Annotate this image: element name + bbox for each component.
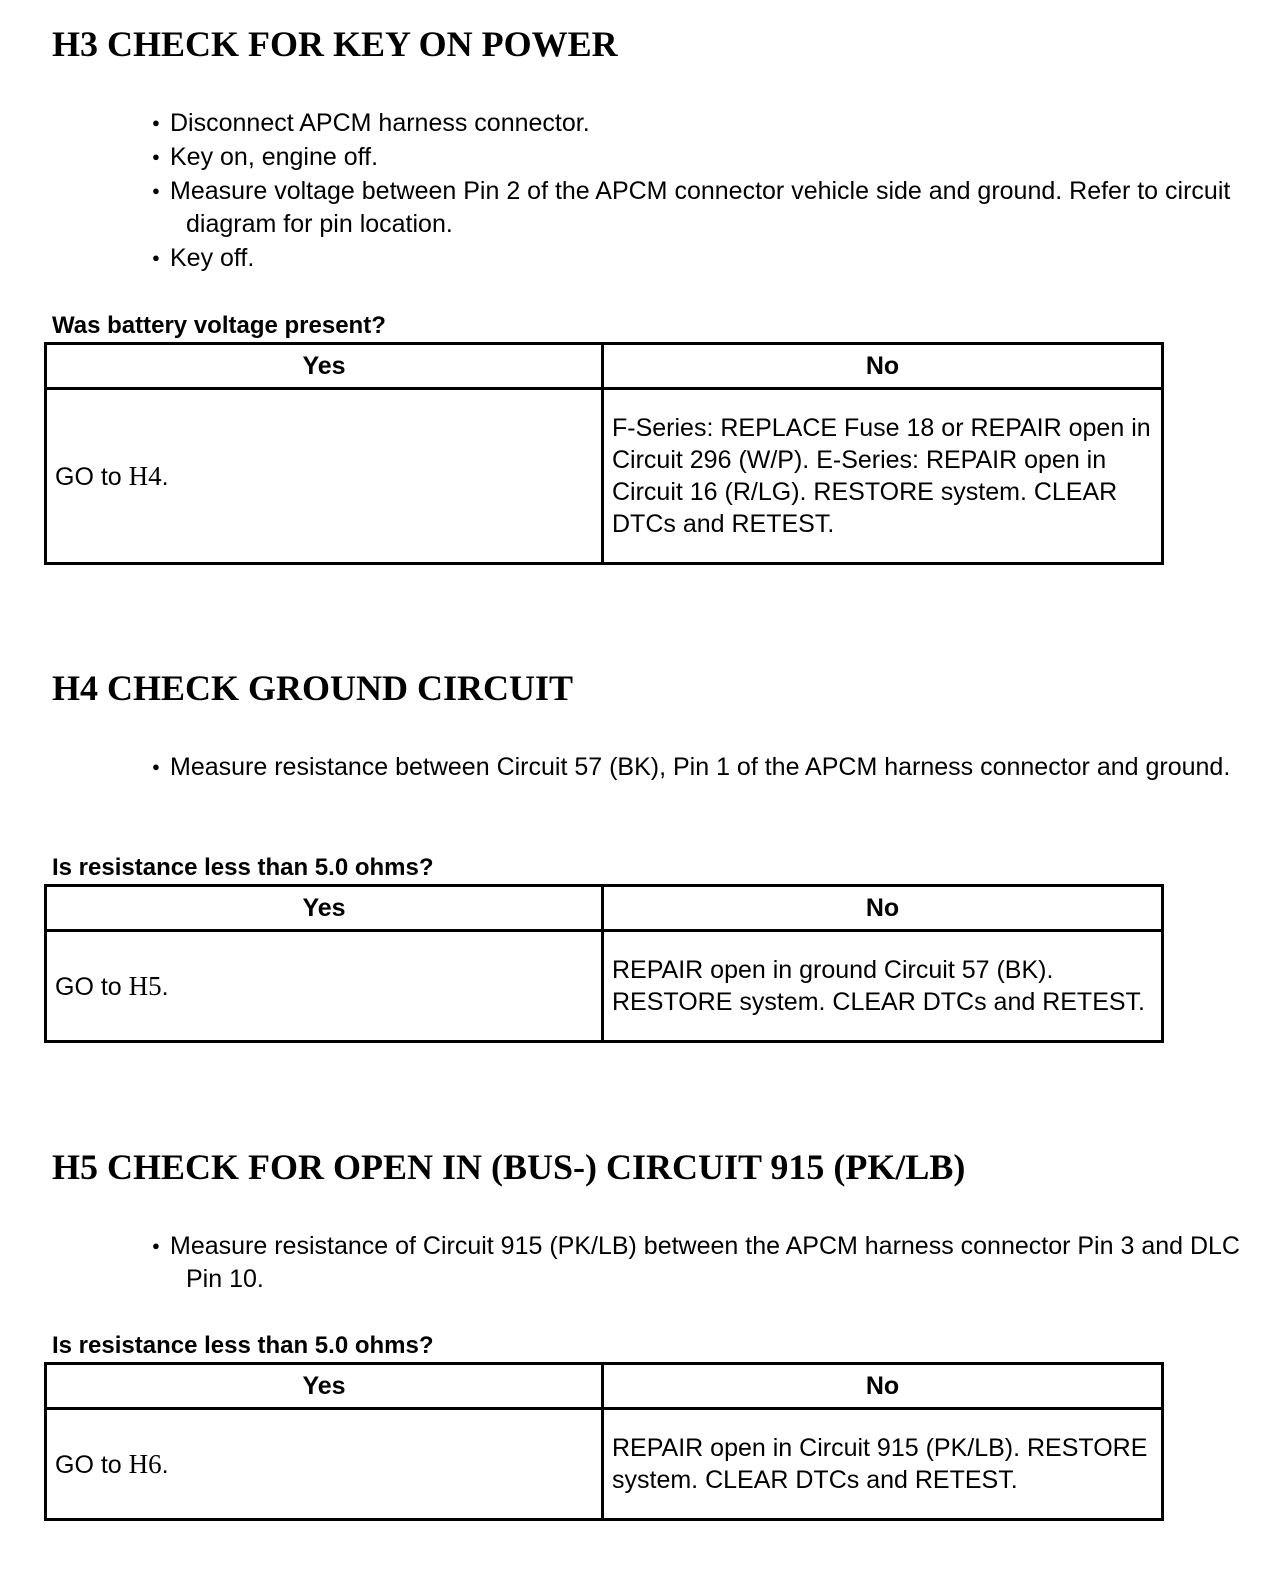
yes-header: Yes (46, 886, 603, 931)
question: Was battery voltage present? (52, 312, 386, 339)
yes-prefix: GO to (55, 462, 122, 491)
step-item: ● Key off. (134, 241, 1264, 275)
section-heading: H4 CHECK GROUND CIRCUIT (52, 668, 574, 708)
yes-ref: H5 (128, 970, 162, 1001)
step-list (134, 106, 1264, 275)
step-item: ● Measure voltage between Pin 2 of the APCM connector vehicle side and ground. Refer to circuit diagram for pin location. (134, 174, 1264, 241)
yes-prefix: GO to (55, 972, 122, 1001)
result-table (44, 1362, 1164, 1521)
table-header-row (46, 886, 1163, 931)
yes-suffix: . (161, 1450, 169, 1479)
no-cell: F-Series: REPLACE Fuse 18 or REPAIR open in Circuit 296 (W/P). E-Series: REPAIR open in Circuit 16 (R/LG). RESTORE system. CLEAR DTCs and RETEST. (603, 389, 1163, 564)
table-header-row (46, 1364, 1163, 1409)
no-cell: REPAIR open in ground Circuit 57 (BK). RESTORE system. CLEAR DTCs and RETEST. (603, 931, 1163, 1042)
step-list (134, 1229, 1264, 1296)
step-item: ● Measure resistance of Circuit 915 (PK/LB) between the APCM harness connector Pin 3 and DLC Pin 10. (134, 1229, 1264, 1296)
section-heading: H5 CHECK FOR OPEN IN (BUS-) CIRCUIT 915 (PK/LB) (52, 1147, 966, 1187)
step-item: ● Measure resistance between Circuit 57 (BK), Pin 1 of the APCM harness connector and ground. (134, 750, 1264, 784)
no-header: No (603, 1364, 1163, 1409)
result-table (44, 342, 1164, 565)
table-row (46, 389, 1163, 564)
step-item: ● Disconnect APCM harness connector. (134, 106, 1264, 140)
yes-suffix: . (161, 462, 169, 491)
no-header: No (603, 344, 1163, 389)
question: Is resistance less than 5.0 ohms? (52, 854, 434, 881)
section-heading: H3 CHECK FOR KEY ON POWER (52, 24, 618, 64)
step-list (134, 750, 1264, 784)
yes-ref: H6 (128, 1448, 162, 1479)
table-row (46, 1409, 1163, 1520)
yes-cell (46, 931, 603, 1042)
result-table (44, 884, 1164, 1043)
no-header: No (603, 886, 1163, 931)
yes-header: Yes (46, 1364, 603, 1409)
yes-ref: H4 (128, 460, 162, 491)
yes-cell (46, 1409, 603, 1520)
question: Is resistance less than 5.0 ohms? (52, 1332, 434, 1359)
step-item: ● Key on, engine off. (134, 140, 1264, 174)
table-row (46, 931, 1163, 1042)
table-header-row (46, 344, 1163, 389)
yes-header: Yes (46, 344, 603, 389)
yes-cell (46, 389, 603, 564)
yes-prefix: GO to (55, 1450, 122, 1479)
yes-suffix: . (161, 972, 169, 1001)
no-cell: REPAIR open in Circuit 915 (PK/LB). RESTORE system. CLEAR DTCs and RETEST. (603, 1409, 1163, 1520)
